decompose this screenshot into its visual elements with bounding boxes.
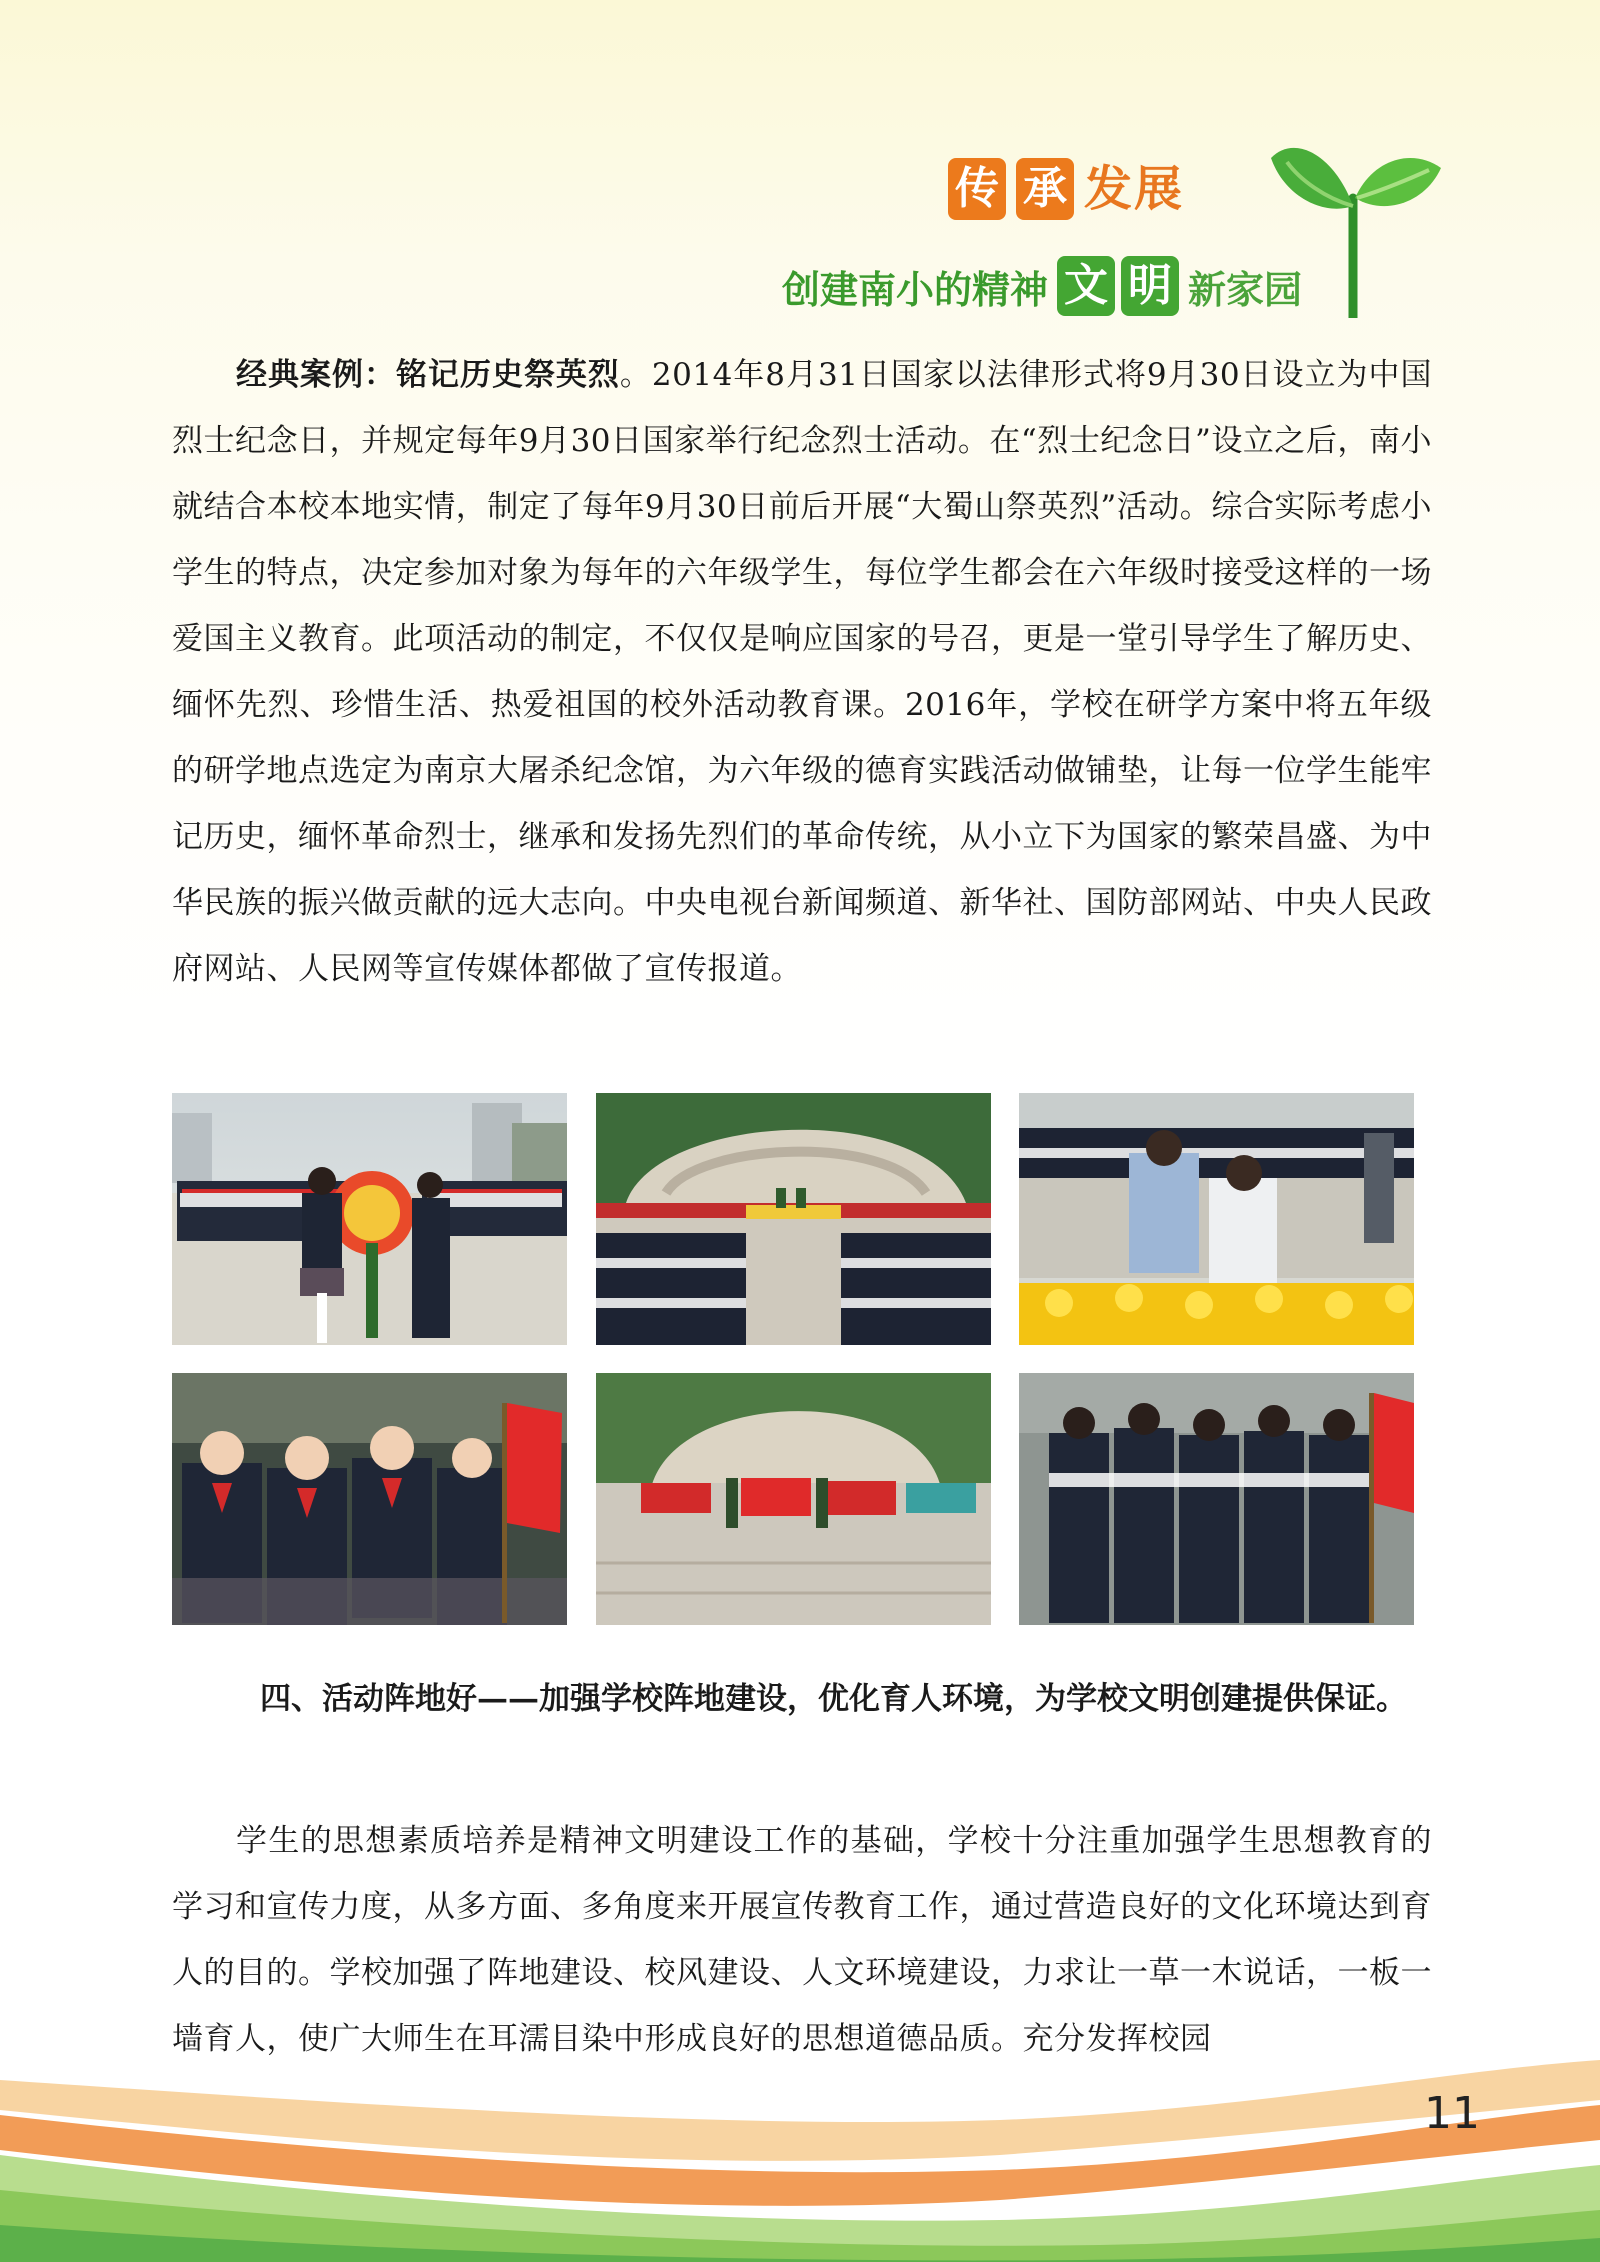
photo-monument-assembly — [596, 1093, 991, 1345]
header-tag — [948, 158, 1184, 220]
case-study-lead: 经典案例：铭记历史祭英烈 — [236, 357, 620, 393]
header-tag-char-1: 传 — [948, 158, 1006, 220]
header-slogan — [782, 256, 1302, 316]
case-study-body: 。2014年8月31日国家以法律形式将9月30日设立为中国烈士纪念日，并规定每年9月30日国家举行纪念烈士活动。在“烈士纪念日”设立之后，南小就结合本校本地实情，制定了每年9月30日前后开展“大蜀山祭英烈”活动。综合实际考虑小学生的特点，决定参加对象为每年的六年级学生，每位学生都会在六年级时接受这样的一场爱国主义教育。此项活动的制定，不仅仅是响应国家的号召，更是一堂引导学生了解历史、缅怀先烈、珍惜生活、热爱祖国的校外活动教育课。2016年，学校在研学方案中将五年级的研学地点选定为南京大屠杀纪念馆，为六年级的德育实践活动做铺垫，让每一位学生能牢记历史，缅怀革命烈士，继承和发扬先烈们的革命传统，从小立下为国家的繁荣昌盛、为中华民族的振兴做贡献的远大志向。中央电视台新闻频道、新华社、国防部网站、中央人民政府网站、人民网等宣传媒体都做了宣传报道。 — [172, 357, 1432, 987]
footer-wave-decoration — [0, 2060, 1600, 2262]
header-slogan-post: 新家园 — [1188, 267, 1303, 312]
header-slogan-pre: 创建南小的精神 — [782, 267, 1049, 312]
page-number: 11 — [1424, 2088, 1480, 2139]
sprout-logo-icon — [1265, 128, 1445, 318]
photo-wreath-laying — [172, 1093, 567, 1345]
page-header-banner — [0, 0, 1600, 330]
header-tag-char-2: 承 — [1016, 158, 1074, 220]
thought-education-paragraph: 学生的思想素质培养是精神文明建设工作的基础，学校十分注重加强学生思想教育的学习和宣传力度，从多方面、多角度来开展宣传教育工作，通过营造良好的文化环境达到育人的目的。学校加强了阵地建设、校风建设、人文环境建设，力求让一草一木说话，一板一墙育人，使广大师生在耳濡目染中形成良好的思想道德品质。充分发挥校园 — [172, 1823, 1432, 2057]
photo-placing-flowers — [1019, 1093, 1414, 1345]
section-heading-4: 四、活动阵地好——加强学校阵地建设，优化育人环境，为学校文明创建提供保证。 — [260, 1681, 1407, 1717]
header-slogan-boxed-1: 文 — [1057, 256, 1115, 316]
photo-oath-salute — [172, 1373, 567, 1625]
header-tag-char-3: 发展 — [1084, 161, 1185, 217]
header-slogan-boxed-2: 明 — [1121, 256, 1179, 316]
case-study-paragraph — [172, 342, 1432, 1002]
photo-silent-tribute — [1019, 1373, 1414, 1625]
photo-flag-ceremony — [596, 1373, 991, 1625]
